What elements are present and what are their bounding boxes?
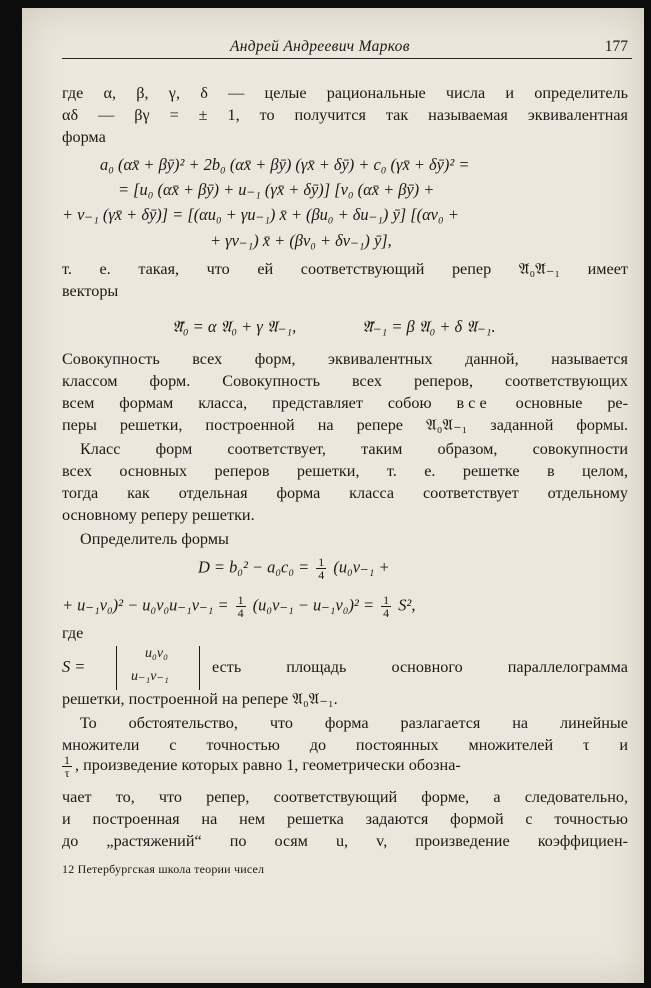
- fraction-numerator: 1: [318, 555, 325, 569]
- fraction: [62, 754, 72, 779]
- text-line: где: [62, 624, 84, 642]
- text-line: т. е. такая, что ей соответствующий репер 𝔄̄₀𝔄̄₋₁ имеет: [62, 260, 628, 278]
- fraction-denominator: τ: [64, 766, 70, 780]
- text-line: αδ — βγ = ± 1, то получится так называемая эквивалентная: [62, 106, 628, 124]
- fraction-denominator: 4: [383, 606, 390, 620]
- formula-line: + γv₋₁) x̄ + (βv₀ + δv₋₁) ȳ],: [210, 231, 392, 250]
- formula-line: 𝔄̄₋₁ = β 𝔄₀ + δ 𝔄₋₁.: [362, 317, 496, 336]
- text-line: То обстоятельство, что форма разлагается на линейные: [80, 714, 628, 732]
- text-line: есть площадь основного параллелограмма: [212, 658, 628, 676]
- formula-line: 𝔄̄₀ = α 𝔄₀ + γ 𝔄₋₁,: [172, 317, 297, 336]
- text-line: перы решетки, построенной на репере 𝔄₀𝔄₋₁ заданной формы.: [62, 416, 628, 434]
- text-span: всем формам класса, представляет собою: [62, 394, 457, 412]
- formula-part: (u₀v₋₁ − u₋₁v₀)² =: [252, 595, 374, 615]
- fraction: [316, 556, 326, 581]
- text-line: множители с точностью до постоянных множителей τ и: [62, 736, 628, 754]
- text-line: [62, 754, 628, 779]
- page-number: 177: [604, 38, 628, 55]
- spaced-emphasis: все: [456, 394, 491, 412]
- footer-signature: 12 Петербургская школа теории чисел: [62, 862, 265, 876]
- text-line: всех основных реперов решетки, т. е. решетке в целом,: [62, 462, 628, 480]
- fraction: [381, 594, 391, 619]
- text-line: чает то, что репер, соответствующий форме, а следовательно,: [62, 788, 628, 806]
- text-line: [62, 392, 628, 414]
- text-line: тогда как отдельная форма класса соответствует отдельному: [62, 484, 628, 502]
- text-line: Определитель формы: [80, 530, 229, 548]
- book-page: [22, 8, 644, 983]
- fraction-denominator: 4: [237, 606, 244, 620]
- fraction: [236, 594, 246, 619]
- running-header: [62, 34, 632, 59]
- text-line: Совокупность всех форм, эквивалентных данной, называется: [62, 350, 628, 368]
- determinant: [116, 646, 200, 690]
- formula-line: + v₋₁ (γx̄ + δȳ)] = [(αu₀ + γu₋₁) x̄ + (βu₀ + δu₋₁) ȳ] [(αv₀ +: [62, 205, 459, 224]
- fraction-denominator: 4: [318, 568, 325, 582]
- fraction-numerator: 1: [64, 753, 70, 767]
- determinant-row: u₀v₀: [145, 646, 168, 661]
- text-line: решетки, построенной на репере 𝔄₀𝔄₋₁.: [62, 690, 338, 708]
- text-line: и построенная на нем решетка задаются формой с точностью: [62, 810, 628, 828]
- formula-line: [198, 556, 390, 581]
- text-span: , произведение которых равно 1, геометрически обозна-: [75, 756, 461, 775]
- formula-part: + u₋₁v₀)² − u₀v₀u₋₁v₋₁ =: [62, 595, 229, 615]
- text-line: Класс форм соответствует, таким образом, совокупности: [80, 440, 628, 458]
- formula-line: = [u₀ (αx̄ + βȳ) + u₋₁ (γx̄ + δȳ)] [v₀ (αx̄ + βȳ) +: [118, 180, 435, 199]
- text-span: основные ре-: [490, 394, 628, 412]
- fraction-numerator: 1: [237, 593, 244, 607]
- text-line: форма: [62, 128, 106, 146]
- determinant-label: S =: [62, 657, 86, 676]
- text-line: где α, β, γ, δ — целые рациональные числа и определитель: [62, 84, 628, 102]
- running-title: Андрей Андреевич Марков: [230, 38, 410, 55]
- determinant-row: u₋₁v₋₁: [131, 669, 169, 684]
- formula-line: [62, 594, 415, 619]
- formula-part: (u₀v₋₁ +: [333, 557, 390, 577]
- formula-line: a₀ (αx̄ + βȳ)² + 2b₀ (αx̄ + βȳ) (γx̄ + δȳ) + c₀ (γx̄ + δȳ)² =: [100, 155, 470, 174]
- text-line: основному реперу решетки.: [62, 506, 255, 524]
- fraction-numerator: 1: [383, 593, 390, 607]
- text-line: до „растяжений“ по осям u, v, произведение коэффициен-: [62, 832, 628, 850]
- text-line: векторы: [62, 282, 119, 300]
- formula-part: S²,: [398, 595, 416, 615]
- formula-part: D = b₀² − a₀c₀ =: [198, 557, 310, 577]
- text-line: классом форм. Совокупность всех реперов, соответствующих: [62, 372, 628, 390]
